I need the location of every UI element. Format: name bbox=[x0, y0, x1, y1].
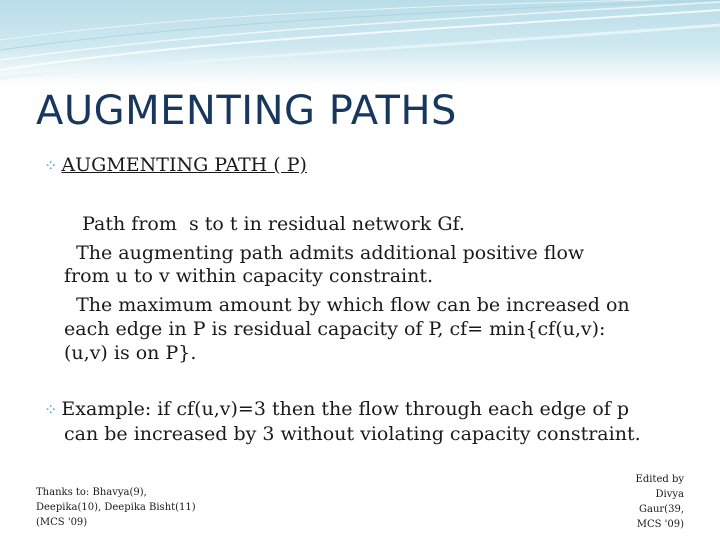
example-line-2: can be increased by 3 without violating capacity constraint. bbox=[64, 423, 641, 445]
footer-line: Deepika(10), Deepika Bisht(11) bbox=[36, 502, 196, 513]
bullet-icon: ⁘ bbox=[44, 400, 58, 419]
footer-credits bbox=[36, 485, 196, 530]
para-line-2: The augmenting path admits additional positive flow bbox=[64, 242, 585, 264]
para-line-1: Path from s to t in residual network Gf. bbox=[64, 213, 465, 235]
para-line-3: from u to v within capacity constraint. bbox=[64, 265, 434, 287]
footer-line: Thanks to: Bhavya(9), bbox=[36, 487, 147, 498]
para-line-5: each edge in P is residual capacity of P, cf= min{cf(u,v): bbox=[64, 318, 606, 340]
bullet-icon: ⁘ bbox=[44, 156, 58, 175]
bullet-augmenting-path bbox=[44, 154, 307, 176]
para-line-6: (u,v) is on P}. bbox=[64, 342, 197, 364]
slide-title: AUGMENTING PATHS bbox=[36, 88, 457, 134]
para-line-4: The maximum amount by which flow can be increased on bbox=[64, 294, 630, 316]
bullet-text: Example: if cf(u,v)=3 then the flow through each edge of p bbox=[61, 398, 630, 420]
footer-editor bbox=[636, 472, 684, 532]
footer-line: Edited by bbox=[635, 474, 684, 485]
bullet-example bbox=[44, 398, 629, 420]
footer-line: Divya bbox=[655, 489, 684, 500]
footer-line: (MCS '09) bbox=[36, 517, 88, 528]
header-banner bbox=[0, 0, 720, 85]
footer-line: MCS '09) bbox=[636, 519, 684, 530]
footer-line: Gaur(39, bbox=[639, 504, 684, 515]
bullet-text: AUGMENTING PATH ( P) bbox=[61, 154, 307, 176]
decorative-waves bbox=[0, 0, 720, 85]
